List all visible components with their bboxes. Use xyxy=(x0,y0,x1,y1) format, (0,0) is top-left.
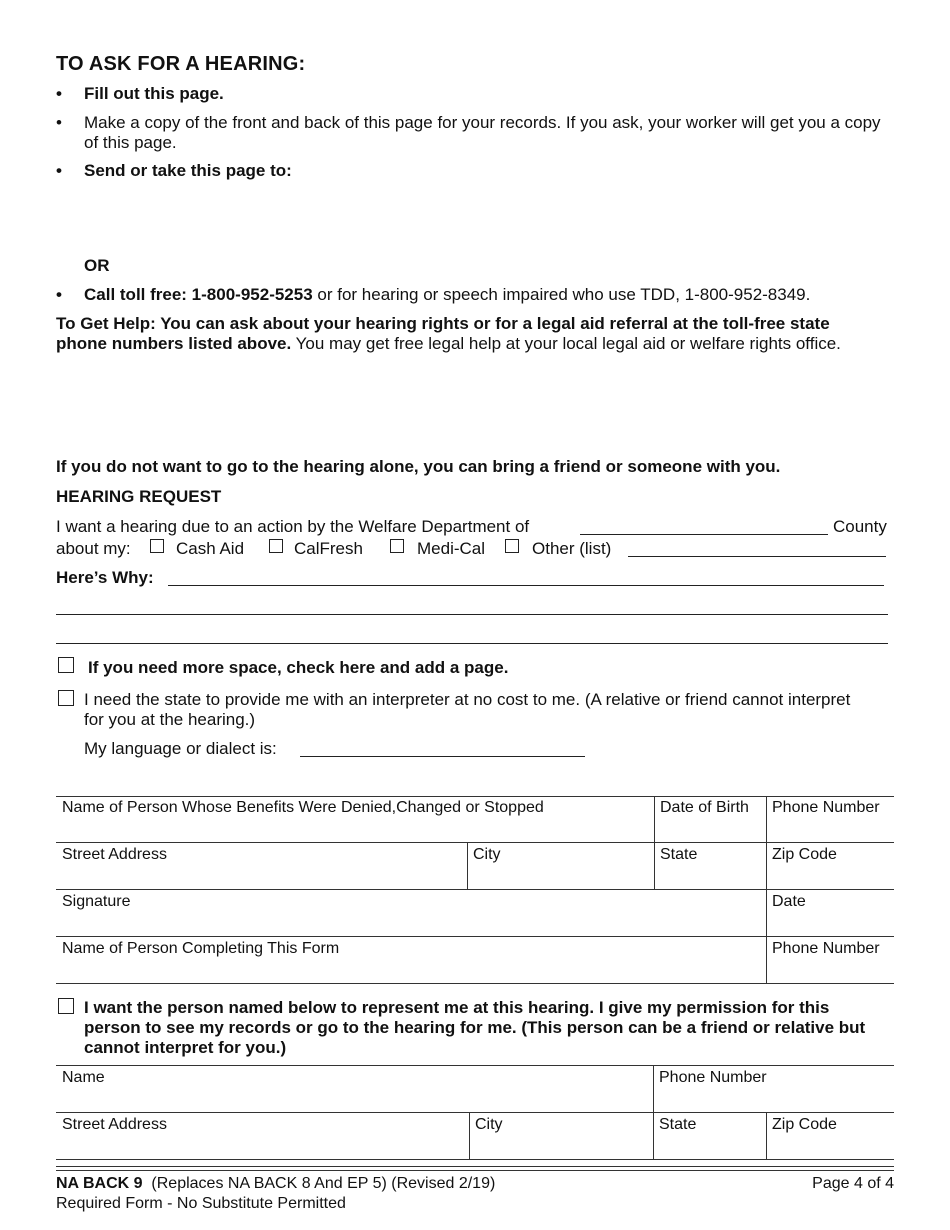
reason-line-2[interactable] xyxy=(56,614,888,615)
county-field[interactable] xyxy=(580,534,828,535)
bullet-marker: • xyxy=(56,84,62,103)
bullet-marker: • xyxy=(56,285,62,304)
representative-checkbox[interactable] xyxy=(58,998,74,1014)
medi-cal-label: Medi-Cal xyxy=(417,539,486,558)
interpreter-checkbox[interactable] xyxy=(58,690,74,706)
about-my-label: about my: xyxy=(56,539,131,558)
form-note: (Replaces NA BACK 8 And EP 5) (Revised 2/19) xyxy=(151,1175,496,1192)
page-title: TO ASK FOR A HEARING: xyxy=(56,53,306,75)
signature-field[interactable]: Signature xyxy=(62,893,131,910)
heres-why-label: Here’s Why: xyxy=(56,568,154,587)
footer-rule-top xyxy=(56,1166,894,1167)
calfresh-checkbox[interactable] xyxy=(269,539,283,553)
friend-note: If you do not want to go to the hearing alone, you can bring a friend or someone with you. xyxy=(56,457,781,476)
get-help-paragraph xyxy=(56,314,876,354)
completer-name-field[interactable]: Name of Person Completing This Form xyxy=(62,940,340,957)
required-form-note: Required Form - No Substitute Permitted xyxy=(56,1195,346,1212)
representative-statement: I want the person named below to represent me at this hearing. I give my permission for this person to see my records or go to the hearing for me. (This person can be a friend or relative but cannot interpret for you.) xyxy=(84,998,866,1057)
or-label: OR xyxy=(84,256,110,275)
hearing-request-heading: HEARING REQUEST xyxy=(56,487,222,506)
page-number: Page 4 of 4 xyxy=(812,1175,894,1192)
cash-aid-checkbox[interactable] xyxy=(150,539,164,553)
more-space-label: If you need more space, check here and add a page. xyxy=(88,658,509,677)
medi-cal-checkbox[interactable] xyxy=(390,539,404,553)
other-label: Other (list) xyxy=(532,539,612,558)
call-number: Call toll free: 1-800-952-5253 xyxy=(84,285,313,304)
form-id: NA BACK 9 xyxy=(56,1175,143,1192)
completer-phone-field[interactable]: Phone Number xyxy=(772,940,880,957)
claimant-city-field[interactable]: City xyxy=(473,846,501,863)
bullet-marker: • xyxy=(56,161,62,180)
representative-street-field[interactable]: Street Address xyxy=(62,1116,167,1133)
county-label: County xyxy=(833,517,887,536)
get-help-bold: To Get Help: You can ask about your hearing rights or for a legal aid referral at the toll-free state phone numbers listed above. xyxy=(56,314,830,353)
language-field[interactable] xyxy=(300,756,585,757)
get-help-rest: You may get free legal help at your local legal aid or welfare rights office. xyxy=(291,334,841,353)
claimant-zip-field[interactable]: Zip Code xyxy=(772,846,837,863)
claimant-state-field[interactable]: State xyxy=(660,846,698,863)
claimant-street-field[interactable]: Street Address xyxy=(62,846,167,863)
signature-date-field[interactable]: Date xyxy=(772,893,806,910)
reason-line-3[interactable] xyxy=(56,643,888,644)
representative-phone-field[interactable]: Phone Number xyxy=(659,1069,767,1086)
interpreter-label: I need the state to provide me with an interpreter at no cost to me. (A relative or friend cannot interpret for you at the hearing.) xyxy=(84,690,851,729)
bullet-marker: • xyxy=(56,113,62,132)
call-toll-free xyxy=(84,285,810,305)
representative-city-field[interactable]: City xyxy=(475,1116,503,1133)
instruction-make-copy: Make a copy of the front and back of this page for your records. If you ask, your worker will get you a copy of this page. xyxy=(84,113,881,152)
other-list-field[interactable] xyxy=(628,556,886,557)
date-of-birth-field[interactable]: Date of Birth xyxy=(660,799,749,816)
instruction-send-to: Send or take this page to: xyxy=(84,161,292,180)
claimant-name-field[interactable]: Name of Person Whose Benefits Were Denied,Changed or Stopped xyxy=(62,799,544,816)
other-checkbox[interactable] xyxy=(505,539,519,553)
call-tdd: or for hearing or speech impaired who use TDD, 1-800-952-8349. xyxy=(312,285,811,304)
language-label: My language or dialect is: xyxy=(84,739,277,758)
representative-zip-field[interactable]: Zip Code xyxy=(772,1116,837,1133)
representative-state-field[interactable]: State xyxy=(659,1116,697,1133)
cash-aid-label: Cash Aid xyxy=(176,539,245,558)
footer-rule-bottom xyxy=(56,1170,894,1171)
claimant-phone-field[interactable]: Phone Number xyxy=(772,799,880,816)
hearing-due-text: I want a hearing due to an action by the Welfare Department of xyxy=(56,517,530,536)
representative-name-field[interactable]: Name xyxy=(62,1069,105,1086)
more-space-checkbox[interactable] xyxy=(58,657,74,673)
reason-line-1[interactable] xyxy=(168,585,884,586)
instruction-fill-out: Fill out this page. xyxy=(84,84,224,103)
calfresh-label: CalFresh xyxy=(294,539,363,558)
form-identifier xyxy=(56,1174,495,1194)
